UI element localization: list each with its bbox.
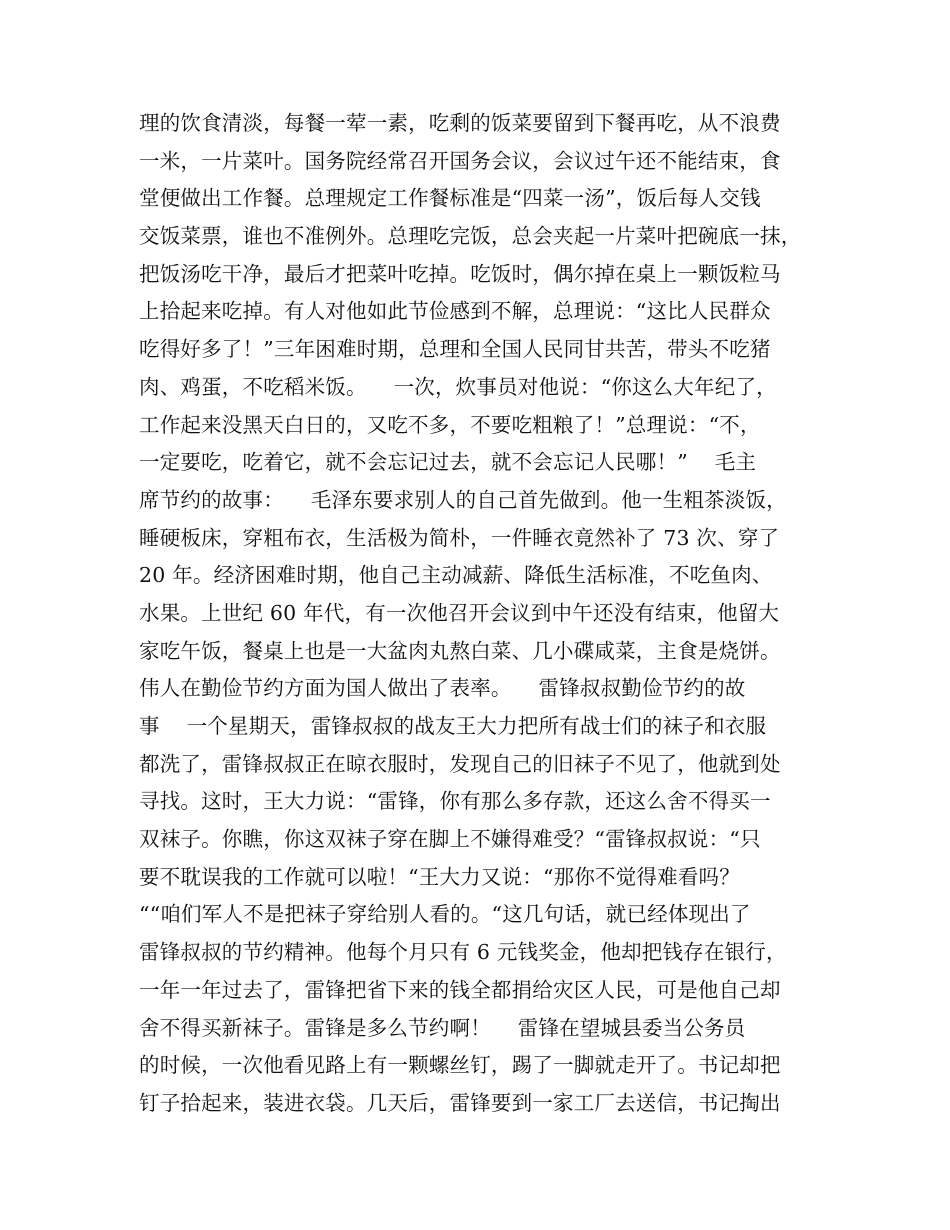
text-line: 雷锋叔叔的节约精神。他每个月只有 6 元钱奖金，他却把钱存在银行， bbox=[139, 940, 787, 965]
text-line: 交饭菜票，谁也不准例外。总理吃完饭，总会夹起一片菜叶把碗底一抹， bbox=[139, 224, 802, 249]
text-line: 上拾起来吃掉。有人对他如此节俭感到不解，总理说：“这比人民群众 bbox=[139, 299, 771, 324]
text-line: 伟人在勤俭节约方面为国人做出了表率。 雷锋叔叔勤俭节约的故 bbox=[139, 676, 746, 701]
text-line: 把饭汤吃干净，最后才把菜叶吃掉。吃饭时，偶尔掉在桌上一颗饭粒马 bbox=[139, 261, 781, 286]
text-line: 吃得好多了！”三年困难时期，总理和全国人民同甘共苦，带头不吃猪 bbox=[139, 337, 771, 362]
text-line: 肉、鸡蛋，不吃稻米饭。 一次，炊事员对他说：“你这么大年纪了， bbox=[139, 374, 777, 399]
text-line: 工作起来没黑天白日的，又吃不多，不要吃粗粮了！”总理说：“不， bbox=[139, 412, 761, 437]
text-line: 家吃午饭，餐桌上也是一大盆肉丸熬白菜、几小碟咸菜，主食是烧饼。 bbox=[139, 638, 781, 663]
text-line: 一年一年过去了，雷锋把省下来的钱全都捐给灾区人民，可是他自己却 bbox=[139, 977, 781, 1002]
text-line: 堂便做出工作餐。总理规定工作餐标准是“四菜一汤”，饭后每人交钱 bbox=[139, 186, 761, 211]
text-line: ““咱们军人不是把袜子穿给别人看的。“这几句话，就已经体现出了 bbox=[139, 902, 751, 927]
text-line: 的时候，一次他看见路上有一颗螺丝钉，踢了一脚就走开了。书记却把 bbox=[139, 1053, 781, 1078]
text-line: 舍不得买新袜子。雷锋是多么节约啊！ 雷锋在望城县委当公务员 bbox=[139, 1015, 746, 1040]
text-line: 都洗了，雷锋叔叔正在晾衣服时，发现自己的旧袜子不见了，他就到处 bbox=[139, 751, 781, 776]
text-line: 睡硬板床，穿粗布衣，生活极为简朴，一件睡衣竟然补了 73 次、穿了 bbox=[139, 525, 780, 550]
text-line: 要不耽误我的工作就可以啦！“王大力又说：“那你不觉得难看吗？ bbox=[139, 864, 740, 889]
text-line: 寻找。这时，王大力说：“雷锋，你有那么多存款，还这么舍不得买一 bbox=[139, 789, 771, 814]
text-line: 钉子拾起来，装进衣袋。几天后，雷锋要到一家工厂去送信，书记掏出 bbox=[139, 1090, 781, 1115]
text-line: 理的饮食清淡，每餐一荤一素，吃剩的饭菜要留到下餐再吃，从不浪费 bbox=[139, 111, 781, 135]
text-line: 双袜子。你瞧，你这双袜子穿在脚上不嫌得难受？“雷锋叔叔说：“只 bbox=[139, 827, 761, 852]
text-line: 水果。上世纪 60 年代，有一次他召开会议到中午还没有结束，他留大 bbox=[139, 600, 780, 625]
text-line: 20 年。经济困难时期，他自己主动减薪、降低生活标准，不吃鱼肉、 bbox=[139, 563, 773, 588]
text-line: 事 一个星期天，雷锋叔叔的战友王大力把所有战士们的袜子和衣服 bbox=[139, 714, 767, 738]
text-line: 一米，一片菜叶。国务院经常召开国务会议，会议过午还不能结束，食 bbox=[139, 148, 781, 173]
text-line: 一定要吃，吃着它，就不会忘记过去，就不会忘记人民哪！” 毛主 bbox=[139, 450, 757, 475]
body-text bbox=[139, 105, 819, 1123]
text-line: 席节约的故事： 毛泽东要求别人的自己首先做到。他一生粗茶淡饭， bbox=[139, 487, 787, 512]
